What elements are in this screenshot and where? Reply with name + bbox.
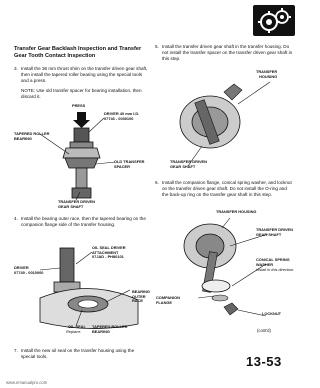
- washer-note: Install in this direction.: [256, 267, 295, 272]
- outer-race-figure: [30, 238, 150, 336]
- attachment-label: OIL SEAL DRIVER ATTACHMENT 07JAD - PH80101: [92, 245, 126, 260]
- housing-label: TRANSFER HOUSING: [216, 209, 257, 214]
- step-note: NOTE: Use old transfer spacer for bearing installation, then discard it.: [21, 88, 142, 99]
- outer-race-label: BEARING OUTER RACE: [132, 289, 150, 304]
- driver-label: DRIVER 07749 - 0010000: [14, 265, 44, 275]
- step-number: 6.: [155, 180, 159, 185]
- step-text: Install the 36 mm thrust shim on the transfer driven gear shaft, then install the tapered roller bearing using the special tools and a press.: [21, 66, 148, 83]
- press-label: PRESS: [72, 103, 86, 108]
- tapered-bearing-label: TAPERED ROLLER BEARING: [14, 131, 50, 141]
- driver-label: DRIVER 40 mm I.D. 07746 - 0030100: [104, 111, 140, 121]
- shaft-label: TRANSFER DRIVEN GEAR SHAFT: [58, 199, 95, 209]
- oil-seal-label: OIL SEAL: [68, 324, 86, 329]
- spacer-label: OLD TRANSFER SPACER: [114, 159, 145, 169]
- continued-label: (cont'd): [257, 328, 271, 333]
- step-text: Install the transfer driven gear shaft in the transfer housing. Do not install the transfer spacer on the transfer driven gear shaft in this step.: [162, 44, 293, 61]
- step-number: 3.: [14, 66, 18, 71]
- page-number: 13-53: [246, 354, 282, 369]
- step-text: Install the bearing outer race, then the tapered bearing on the companion flange side of the transfer housing.: [21, 216, 146, 227]
- step-number: 7.: [14, 348, 18, 353]
- flange-label: COMPANION FLANGE: [156, 295, 180, 305]
- locknut-label: LOCKNUT: [262, 311, 282, 316]
- transmission-gear-icon: [253, 5, 295, 36]
- watermark: www.emanualpro.com: [6, 380, 48, 385]
- shaft-label: TRANSFER DRIVEN GEAR SHAFT: [256, 227, 293, 237]
- step-number: 5.: [155, 44, 159, 49]
- housing-label: TRANSFER HOUSING: [256, 69, 278, 79]
- step-text: Install the companion flange, conical spring washer, and locknut on the transfer driven gear shaft. Do not install the O-ring and the back-up ring on the transfer gear shaft in this step.: [162, 180, 292, 197]
- housing-shaft-figure: [170, 70, 280, 172]
- section-title: Transfer Gear Backlash Inspection and Transfer Gear Tooth Contact Inspection: [14, 46, 142, 59]
- step-text: Install the new oil seal on the transfer housing using the special tools.: [21, 348, 135, 359]
- tapered-bearing-label: TAPERED ROLLER BEARING: [92, 324, 128, 334]
- shaft-label: TRANSFER DRIVEN GEAR SHAFT: [170, 159, 207, 169]
- washer-label: CONICAL SPRING WASHER: [256, 257, 290, 267]
- replace-note: Replace.: [66, 329, 82, 334]
- step-number: 4.: [14, 216, 18, 221]
